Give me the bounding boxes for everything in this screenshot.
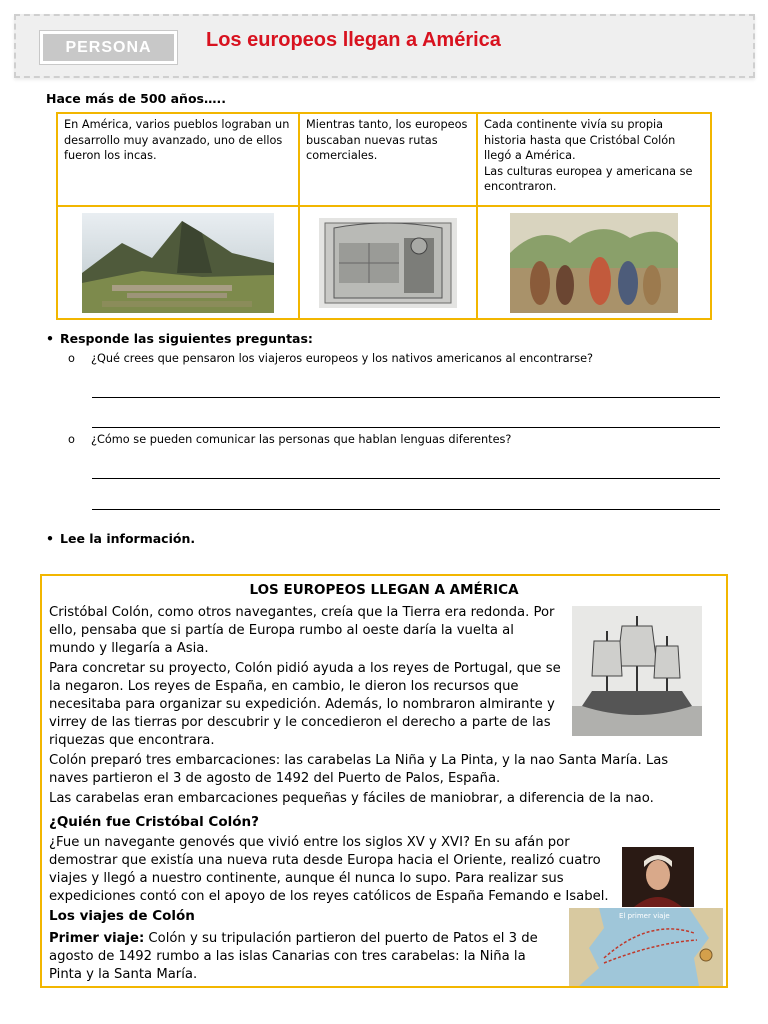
table-cell-2: Mientras tanto, los europeos buscaban nuevas rutas comerciales.: [300, 114, 478, 207]
info-box: [40, 574, 728, 988]
map-title: El primer viaje: [619, 912, 670, 920]
table-cell-3-text-a: Cada continente vivía su propia historia hasta que Cristóbal Colón llegó a América.: [484, 118, 676, 162]
primer-viaje-label: Primer viaje:: [49, 931, 145, 946]
table-image-cell-2: [300, 207, 478, 318]
questions-heading-text: Responde las siguientes preguntas:: [60, 331, 313, 346]
table-image-cell-3: [478, 207, 710, 318]
read-heading-text: Lee la información.: [60, 531, 196, 546]
intro-heading: Hace más de 500 años…..: [46, 91, 226, 106]
table-cell-3-text-b: Las culturas europea y americana se encontraron.: [484, 164, 693, 193]
encounter-painting-image: [510, 213, 678, 313]
paragraph-1: Cristóbal Colón, como otros navegantes, creía que la Tierra era redonda. Por ello, pensaba que si partía de Europa rumbo al oeste daría la vuelta al mundo y llegaría a Asia.: [49, 605, 555, 656]
answer-line[interactable]: [92, 397, 720, 398]
history-table: [56, 112, 712, 320]
paragraph-6: [49, 930, 559, 984]
primer-viaje-text: Colón y su tripulación partieron del puerto de Patos el 3 de agosto de 1492 rumbo a las islas Canarias con tres carabelas: la Niña la Pinta y la Santa María.: [49, 931, 538, 982]
paragraph-3: Colón preparó tres embarcaciones: las carabelas La Niña y La Pinta, y la nao Santa María. Las naves partieron el 3 de agosto de 1492 del Puerto de Palos, España.: [49, 753, 669, 786]
paragraph-4: Las carabelas eran embarcaciones pequeñas y fáciles de maniobrar, a diferencia de la nao.: [49, 791, 654, 806]
questions-heading: • Responde las siguientes preguntas:: [46, 331, 313, 346]
answer-line[interactable]: [92, 509, 720, 510]
section-tag: PERSONA: [40, 31, 177, 64]
info-title: LOS EUROPEOS LLEGAN A AMÉRICA: [249, 582, 519, 598]
answer-line[interactable]: [92, 478, 720, 479]
paragraph-5: ¿Fue un navegante genovés que vivió entre los siglos XV y XVI? En su afán por demostrar que existía una nueva ruta desde Europa hacia el Oriente, realizó cuatro viajes y llegó a nuestro continente, aunque él nunca lo supo. Para realizar sus expediciones contó con el apoyo de los reyes católicos de España Femando e Isabel.: [49, 835, 609, 904]
worksheet-header: [14, 14, 755, 78]
question-1-text: ¿Qué crees que pensaron los viajeros europeos y los nativos americanos al encontrarse?: [91, 352, 594, 365]
heading-viajes: Los viajes de Colón: [49, 908, 195, 924]
question-2-text: ¿Cómo se pueden comunicar las personas que hablan lenguas diferentes?: [91, 433, 512, 446]
european-engraving-image: [319, 218, 457, 308]
read-heading: • Lee la información.: [46, 531, 196, 546]
heading-quien: ¿Quién fue Cristóbal Colón?: [49, 814, 259, 830]
machu-picchu-image: [82, 213, 274, 313]
paragraph-2: Para concretar su proyecto, Colón pidió ayuda a los reyes de Portugal, que se la negaron. Los reyes de España, en cambio, le dieron los recursos que necesitaba para organizar su expedición. Además, lo nombraron almirante y virrey de las tierras por descubrir y le concedieron el derecho a parte de las riquezas que encontrara.: [49, 661, 561, 748]
table-cell-1: En América, varios pueblos lograban un desarrollo muy avanzado, uno de ellos fueron los incas.: [58, 114, 300, 207]
first-voyage-map-image: [569, 908, 723, 986]
caravel-engraving-image: [572, 606, 702, 736]
table-image-cell-1: [58, 207, 300, 318]
columbus-portrait-image: [622, 847, 694, 907]
page-title: Los europeos llegan a América: [206, 29, 501, 51]
question-2: o ¿Cómo se pueden comunicar las personas que hablan lenguas diferentes?: [68, 433, 512, 446]
answer-line[interactable]: [92, 427, 720, 428]
table-cell-3: [478, 114, 710, 207]
question-1: o ¿Qué crees que pensaron los viajeros europeos y los nativos americanos al encontrarse?: [68, 352, 594, 365]
